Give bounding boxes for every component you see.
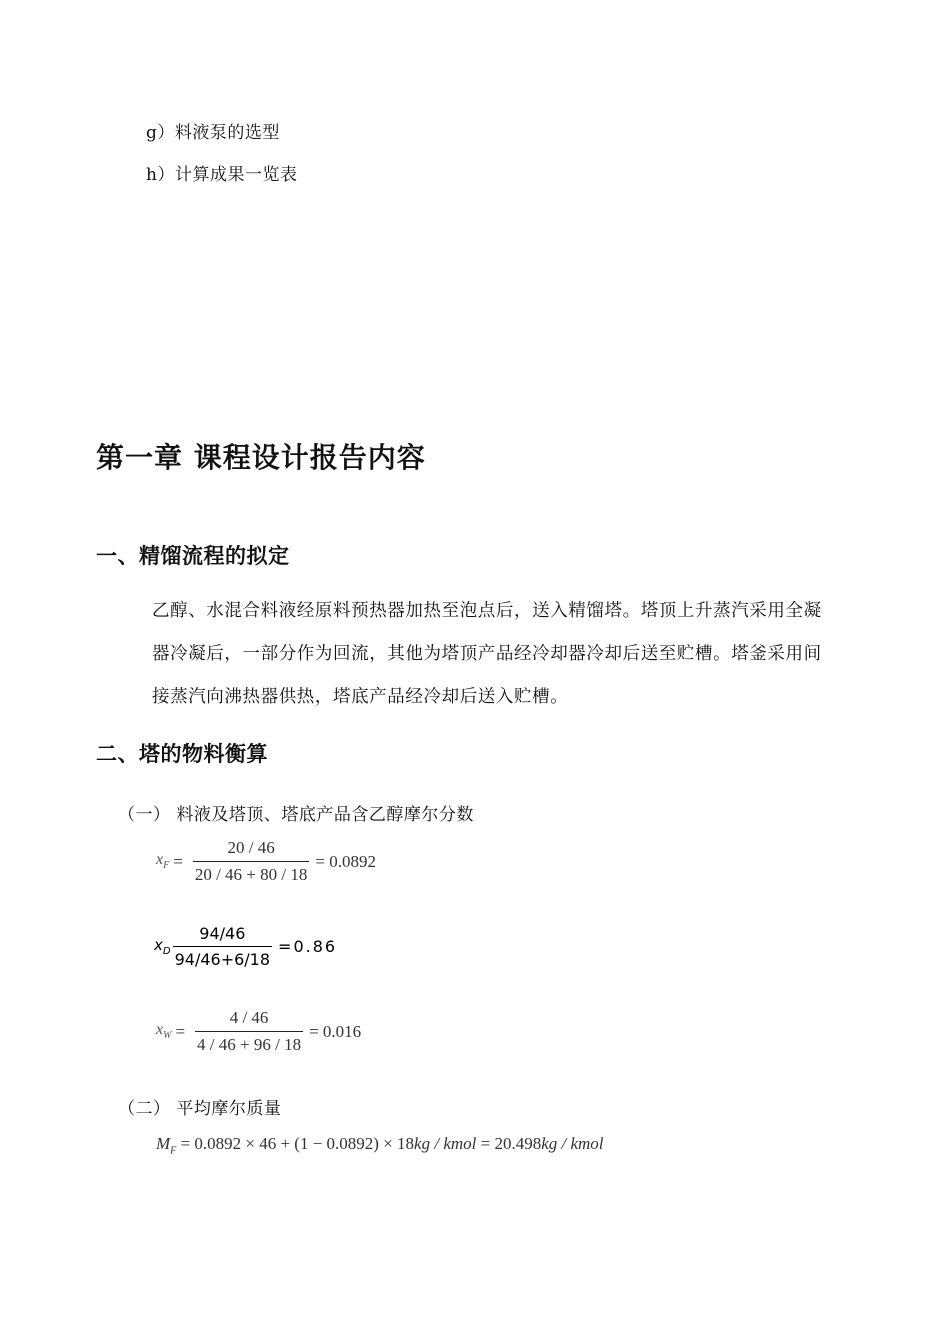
formula-xw-denominator: 4 / 46 + 96 / 18 bbox=[195, 1031, 303, 1055]
formula-mf-unit-1: kg / kmol bbox=[414, 1134, 477, 1153]
formula-xw-numerator: 4 / 46 bbox=[229, 1008, 269, 1027]
formula-xf-fraction bbox=[193, 838, 310, 885]
formula-xd-denominator: 94/46+6/18 bbox=[173, 946, 272, 969]
section-2-heading: 二、塔的物料衡算 bbox=[96, 742, 268, 766]
paragraph-line-3: 接蒸汽向沸热器供热，塔底产品经冷却后送入贮槽。 bbox=[152, 687, 569, 707]
formula-xf: $x_F$ = $\frac{20 / 46}{20 / 46 + 80 / 18}$ = 0.0892 bbox=[156, 838, 376, 884]
formula-xw: $x_W$ = $\frac{4 / 46}{4 / 46 + 96 / 18}$ = 0.016 bbox=[156, 1008, 362, 1054]
section-1-heading: 一、精馏流程的拟定 bbox=[96, 544, 290, 568]
subsection-1-title: （一） 料液及塔顶、塔底产品含乙醇摩尔分数 bbox=[118, 805, 474, 825]
formula-xd-fraction bbox=[173, 924, 272, 969]
formula-xd-numerator: 94/46 bbox=[199, 924, 246, 943]
formula-xf-result: = 0.0892 bbox=[315, 851, 376, 871]
paragraph-line-1: 乙醇、水混合料液经原料预热器加热至泡点后，送入精馏塔。塔顶上升蒸汽采用全凝 bbox=[152, 601, 822, 621]
subsection-2-title: （二） 平均摩尔质量 bbox=[118, 1099, 282, 1119]
formula-mf-variable: $M_F$ bbox=[156, 1134, 177, 1157]
formula-mf-result: = 20.498 bbox=[476, 1134, 542, 1153]
formula-xf-variable: $x_F$ bbox=[156, 851, 170, 872]
formula-xf-denominator: 20 / 46 + 80 / 18 bbox=[193, 861, 310, 885]
formula-xw-result: = 0.016 bbox=[309, 1021, 362, 1041]
formula-mf bbox=[156, 1134, 604, 1156]
toc-item-g: g）料液泵的选型 bbox=[146, 123, 280, 143]
formula-mf-unit-2: kg / kmol bbox=[541, 1134, 604, 1153]
paragraph-line-2: 器冷凝后，一部分作为回流，其他为塔顶产品经冷却器冷却后送至贮槽。塔釜采用间 bbox=[152, 644, 822, 664]
chapter-title: 第一章 课程设计报告内容 bbox=[96, 441, 426, 474]
formula-xw-variable: $x_W$ bbox=[156, 1021, 172, 1042]
section-1-paragraph bbox=[152, 590, 882, 719]
toc-item-h: h）计算成果一览表 bbox=[146, 165, 298, 185]
formula-xd-variable: $x_D$ bbox=[154, 936, 171, 957]
formula-mf-expression: = 0.0892 × 46 + (1 − 0.0892) × 18 bbox=[176, 1134, 415, 1153]
formula-xw-fraction bbox=[195, 1008, 303, 1055]
formula-xd bbox=[154, 924, 337, 969]
formula-xf-numerator: 20 / 46 bbox=[227, 838, 275, 857]
formula-xd-result: =0.86 bbox=[278, 937, 338, 956]
